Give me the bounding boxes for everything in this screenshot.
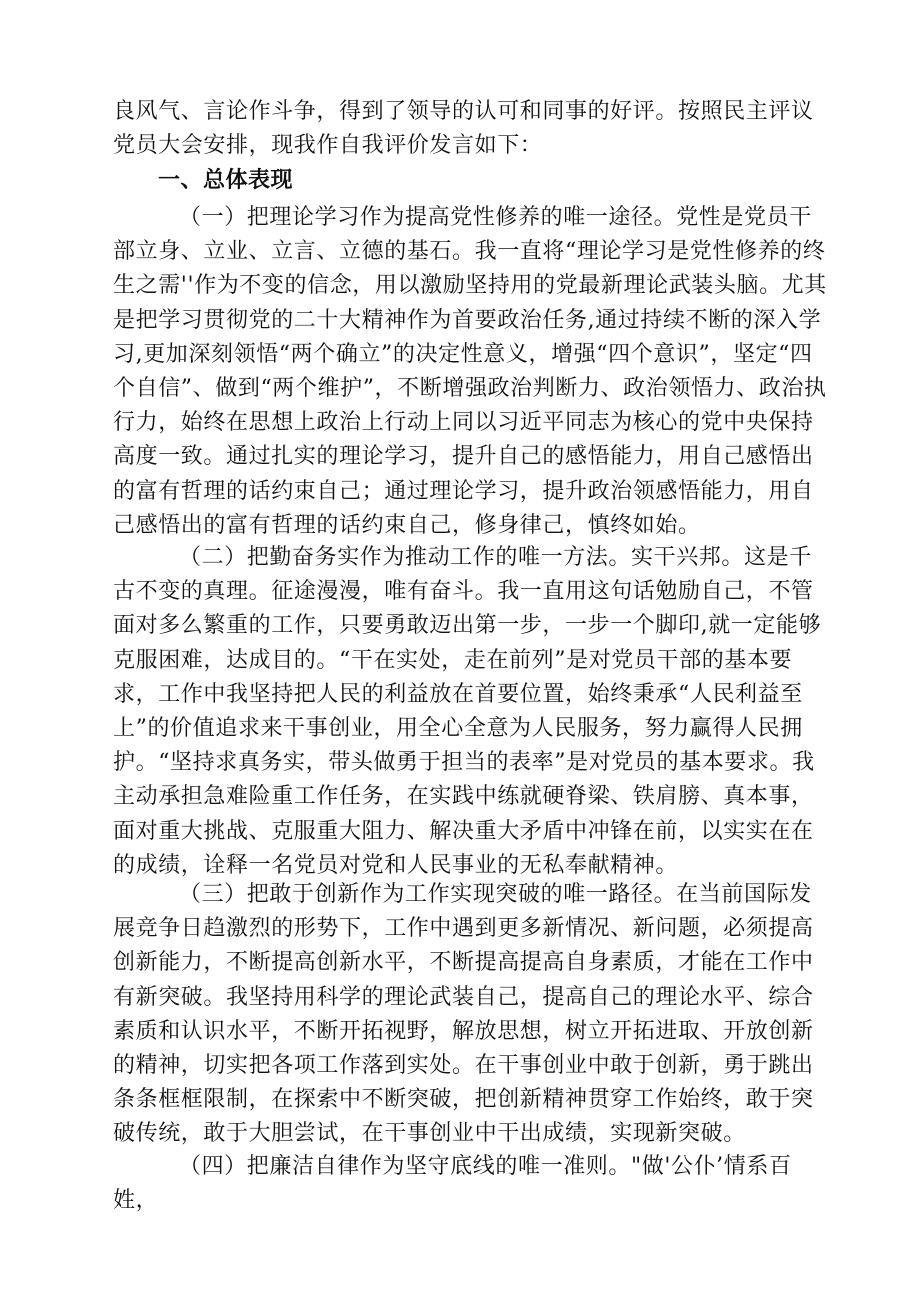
section-heading: 一、总体表现: [158, 168, 294, 193]
continuation-paragraph: 良风气、言论作斗争，得到了领导的认可和同事的好评。按照民主评议党员大会安排，现我作自我评价发言如下：: [113, 99, 814, 159]
paragraph-3: （三）把敢于创新作为工作实现突破的唯一路径。在当前国际发展竞争日趋激烈的形势下，工作中遇到更多新情况、新问题，必须提高创新能力，不断提高创新水平，不断提高提高自身素质，才能在工作中有新突破。我坚持用科学的理论武装自己，提高自己的理论水平、综合素质和认识水平，不断开拓视野，解放思想，树立开拓进取、开放创新的精神，切实把各项工作落到实处。在干事创业中敢于创新，勇于跳出条条框框限制，在探索中不断突破，把创新精神贯穿工作始终，敢于突破传统，敢于大胆尝试，在干事创业中干出成绩，实现新突破。: [113, 882, 814, 1147]
paragraph-2: （二）把勤奋务实作为推动工作的唯一方法。实干兴邦。这是千古不变的真理。征途漫漫，唯有奋斗。我一直用这句话勉励自己，不管面对多么繁重的工作，只要勇敢迈出第一步，一步一个脚印,就一定能够克服困难，达成目的。“干在实处，走在前列”是对党员干部的基本要求，工作中我坚持把人民的利益放在首要位置，始终秉承“人民利益至上”的价值追求来干事创业，用全心全意为人民服务，努力赢得人民拥护。“坚持求真务实，带头做勇于担当的表率”是对党员的基本要求。我主动承担急难险重工作任务，在实践中练就硬脊梁、铁肩膀、真本事，面对重大挑战、克服重大阻力、解决重大矛盾中冲锋在前，以实实在在的成绩，诠释一名党员对党和人民事业的无私奉献精神。: [113, 545, 822, 878]
paragraph-4: （四）把廉洁自律作为坚守底线的唯一准则。"做'公仆’情系百姓，: [113, 1154, 792, 1214]
paragraph-1: （一）把理论学习作为提高党性修养的唯一途径。党性是党员干部立身、立业、立言、立德的基石。我一直将“理论学习是党性修养的终生之需''作为不变的信念，用以激励坚持用的党最新理论武装头脑。尤其是把学习贯彻党的二十大精神作为首要政治任务,通过持续不断的深入学习,更加深刻领悟“两个确立”的决定性意义，增强“四个意识”，坚定“四个自信”、做到“两个维护”，不断增强政治判断力、政治领悟力、政治执行力，始终在思想上政治上行动上同以习近平同志为核心的党中央保持高度一致。通过扎实的理论学习，提升自己的感悟能力，用自己感悟出的富有哲理的话约束自己；通过理论学习，提升政治领感悟能力，用自己感悟出的富有哲理的话约束自己，修身律己，慎终如始。: [113, 205, 827, 538]
